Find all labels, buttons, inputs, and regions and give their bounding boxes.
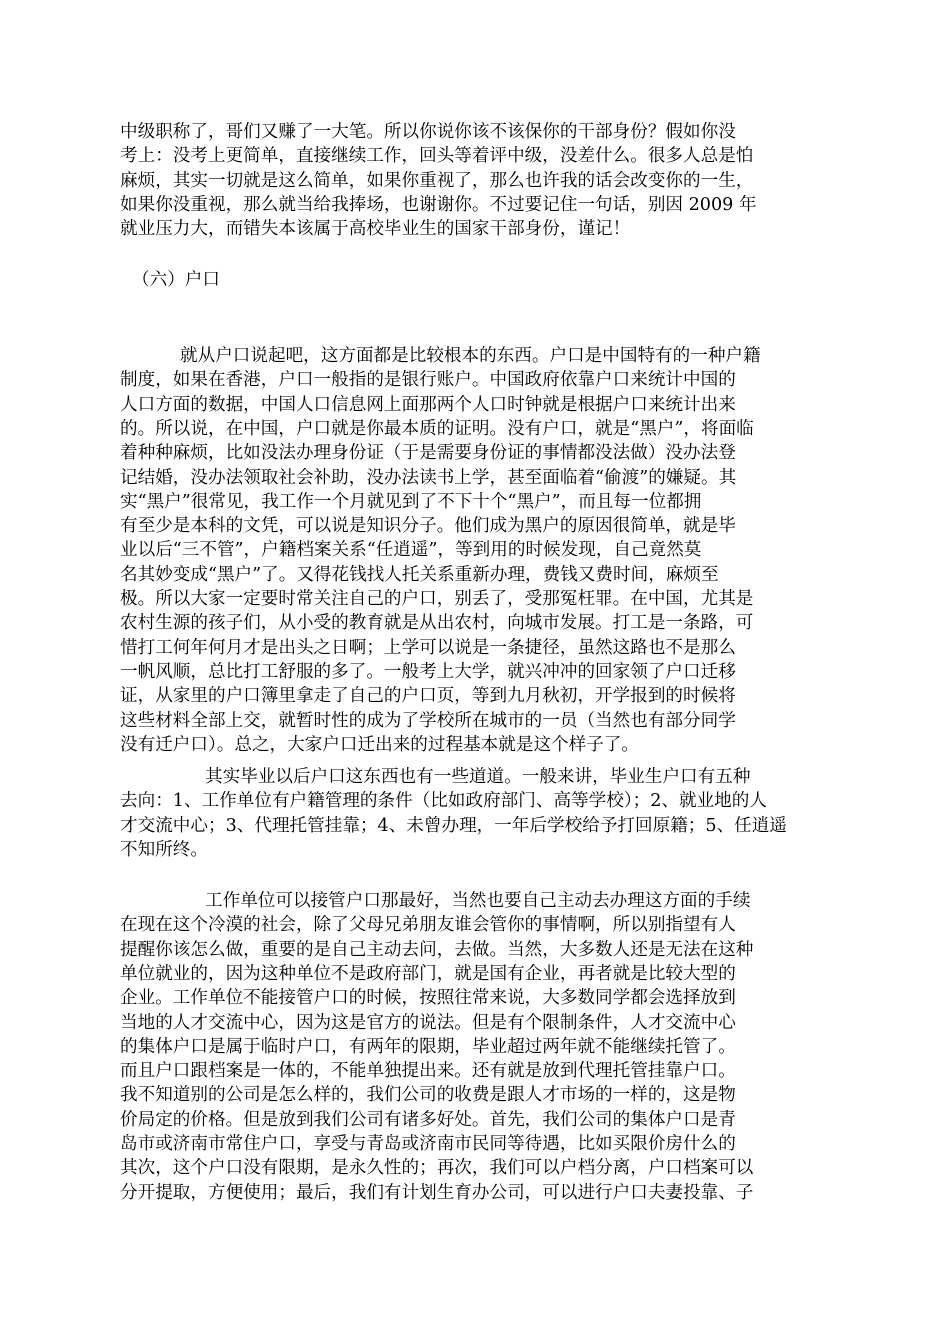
text-line: 工作单位可以接管户口那最好，当然也要自己主动去办理这方面的手续 <box>205 891 751 911</box>
text-line: 麻烦，其实一切就是这么简单，如果你重视了，那么也许我的话会改变你的一生， <box>120 170 754 191</box>
text-line: 惜打工何年何月才是出头之日啊；上学可以说是一条捷径，虽然这路也不是那么 <box>120 637 736 658</box>
text-line: 在现在这个冷漠的社会，除了父母兄弟朋友谁会管你的事情啊，所以别指望有人 <box>120 915 736 936</box>
text-line: 有至少是本科的文凭，可以说是知识分子。他们成为黑户的原因很简单，就是毕 <box>120 516 736 537</box>
text-line: 记结婚，没办法领取社会补助，没办法读书上学，甚至面临着“偷渡”的嫌疑。其 <box>120 467 737 488</box>
text-line: 实“黑户”很常见，我工作一个月就见到了不下十个“黑户”，而且每一位都拥 <box>120 491 702 512</box>
text-line: 名其妙变成“黑户”了。又得花钱找人托关系重新办理，费钱又费时间，麻烦至 <box>120 564 719 585</box>
text-line: 人口方面的数据，中国人口信息网上面那两个人口时钟就是根据户口来统计出来 <box>120 394 736 415</box>
text-line: 证，从家里的户口簿里拿走了自己的户口页，等到九月秋初，开学报到的时候将 <box>120 686 736 707</box>
text-line: 极。所以大家一定要时常关注自己的户口，别丢了，受那冤枉罪。在中国，尤其是 <box>120 589 754 609</box>
text-line: 提醒你该怎么做，重要的是自己主动去问，去做。当然，大多数人还是无法在这种 <box>120 939 754 960</box>
text-line: 考上：没考上更简单，直接继续工作，回头等着评中级，没差什么。很多人总是怕 <box>120 146 754 167</box>
text-line: 单位就业的，因为这种单位不是政府部门，就是国有企业，再者就是比较大型的 <box>120 963 736 984</box>
section-heading: （六）户口 <box>132 270 220 290</box>
text-line: 就业压力大，而错失本该属于高校毕业生的国家干部身份，谨记！ <box>120 219 631 240</box>
text-line: 如果你没重视，那么就当给我捧场，也谢谢你。不过要记住一句话，别因 2009 年 <box>120 194 757 215</box>
text-line: 分开提取，方便使用；最后，我们有计划生育办公司，可以进行户口夫妻投靠、子 <box>120 1182 754 1203</box>
text-line: 的。所以说，在中国，户口就是你最本质的证明。没有户口，就是“黑户”，将面临 <box>120 418 754 439</box>
text-line: 着种种麻烦，比如没法办理身份证（于是需要身份证的事情都没法做）没办法登 <box>120 443 736 464</box>
text-line: 制度，如果在香港，户口一般指的是银行账户。中国政府依靠户口来统计中国的 <box>120 370 736 391</box>
text-line: 去向：1、工作单位有户籍管理的条件（比如政府部门、高等学校）；2、就业地的人 <box>120 791 767 812</box>
text-line: 才交流中心；3、代理托管挂靠；4、未曾办理，一年后学校给予打回原籍；5、任逍遥 <box>120 815 787 836</box>
text-line: 这些材料全部上交，就暂时性的成为了学校所在城市的一员（当然也有部分同学 <box>120 710 736 731</box>
text-line: 当地的人才交流中心，因为这是官方的说法。但是有个限制条件，人才交流中心 <box>120 1012 736 1033</box>
text-line: 不知所终。 <box>120 839 208 860</box>
text-line: 的集体户口是属于临时户口，有两年的限期，毕业超过两年就不能继续托管了。 <box>120 1036 736 1057</box>
text-line: 价局定的价格。但是放到我们公司有诸多好处。首先，我们公司的集体户口是青 <box>120 1109 736 1130</box>
text-line: 没有迁户口）。总之，大家户口迁出来的过程基本就是这个样子了。 <box>120 734 640 755</box>
text-line: 我不知道别的公司是怎么样的，我们公司的收费是跟人才市场的一样的，这是物 <box>120 1085 736 1106</box>
text-line: 其实毕业以后户口这东西也有一些道道。一般来讲，毕业生户口有五种 <box>205 767 751 787</box>
text-line: 企业。工作单位不能接管户口的时候，按照往常来说，大多数同学都会选择放到 <box>120 988 736 1009</box>
text-line: 其次，这个户口没有限期，是永久性的；再次，我们可以户档分离，户口档案可以 <box>120 1158 754 1179</box>
text-line: 一帆风顺，总比打工舒服的多了。一般考上大学，就兴冲冲的回家领了户口迁移 <box>120 661 736 682</box>
text-line: 业以后“三不管”，户籍档案关系“任逍遥”，等到用的时候发现，自己竟然莫 <box>120 540 702 561</box>
text-line: 岛市或济南市常住户口，享受与青岛或济南市民同等待遇，比如买限价房什么的 <box>120 1134 736 1154</box>
text-line: 就从户口说起吧，这方面都是比较根本的东西。户口是中国特有的一种户籍 <box>180 346 761 366</box>
text-line: 中级职称了，哥们又赚了一大笔。所以你说你该不该保你的干部身份？假如你没 <box>120 122 736 142</box>
text-line: 而且户口跟档案是一体的，不能单独提出来。还有就是放到代理托管挂靠户口。 <box>120 1061 736 1082</box>
text-line: 农村生源的孩子们，从小受的教育就是从出农村，向城市发展。打工是一条路，可 <box>120 613 754 634</box>
